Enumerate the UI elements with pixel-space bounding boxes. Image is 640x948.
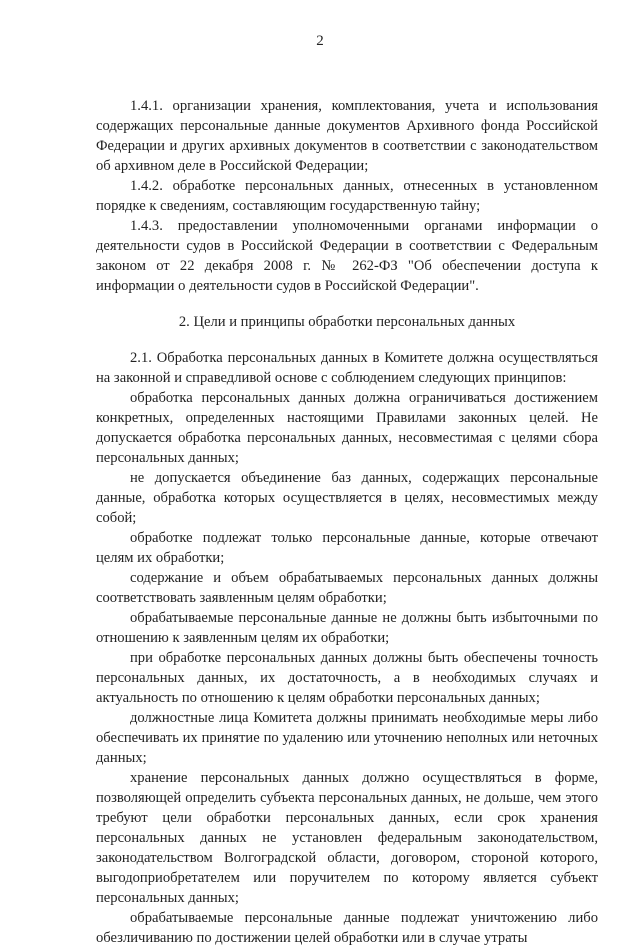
principle-paragraph: содержание и объем обрабатываемых персональных данных должны соответствовать заявленным целям обработки; [96, 570, 598, 606]
principle-paragraph: должностные лица Комитета должны принимать необходимые меры либо обеспечивать их принятие по удалению или уточнению неполных или неточных данных; [96, 710, 598, 766]
principle-paragraph: хранение персональных данных должно осуществляться в форме, позволяющей определить субъекта персональных данных, не дольше, чем этого требуют цели обработки персональных данных, если срок хранения персональных данных не установлен федеральным законодательством, законодательством Волгоградской области, договором, стороной которого, выгодоприобретателем или поручителем по которому является субъект персональных данных; [96, 770, 598, 906]
principle-paragraph: обработка персональных данных должна ограничиваться достижением конкретных, определенных настоящими Правилами законных целей. Не допускается обработка персональных данных, несовместимая с целями сбора персональных данных; [96, 390, 598, 466]
clause-1-4-1: 1.4.1. организации хранения, комплектования, учета и использования содержащих персональные данные документов Архивного фонда Российской Федерации и других архивных документов в соответствии с законодательством об архивном деле в Российской Федерации; [96, 98, 598, 174]
clause-1-4-3: 1.4.3. предоставлении уполномоченными органами информации о деятельности судов в Российской Федерации в соответствии с Федеральным законом от 22 декабря 2008 г. № 262-ФЗ "Об обеспечении доступа к информации о деятельности судов в Российской Федерации". [96, 218, 598, 294]
page-number: 2 [316, 33, 324, 49]
clause-1-4-2: 1.4.2. обработке персональных данных, отнесенных в установленном порядке к сведениям, составляющим государственную тайну; [96, 178, 598, 214]
document-body [96, 96, 598, 948]
section-heading: 2. Цели и принципы обработки персональных данных [178, 314, 516, 330]
principle-paragraph: обработке подлежат только персональные данные, которые отвечают целям их обработки; [96, 530, 598, 566]
principle-paragraph: при обработке персональных данных должны быть обеспечены точность персональных данных, их достаточность, а в необходимых случаях и актуальность по отношению к целям обработки персональных данных; [96, 650, 598, 706]
principle-paragraph: обрабатываемые персональные данные не должны быть избыточными по отношению к заявленным целям их обработки; [96, 610, 598, 646]
clause-2-1: 2.1. Обработка персональных данных в Комитете должна осуществляться на законной и справедливой основе с соблюдением следующих принципов: [96, 350, 598, 386]
principle-paragraph: не допускается объединение баз данных, содержащих персональные данные, обработка которых осуществляется в целях, несовместимых между собой; [96, 470, 598, 526]
principle-paragraph: обрабатываемые персональные данные подлежат уничтожению либо обезличиванию по достижении целей обработки или в случае утраты [96, 910, 598, 946]
